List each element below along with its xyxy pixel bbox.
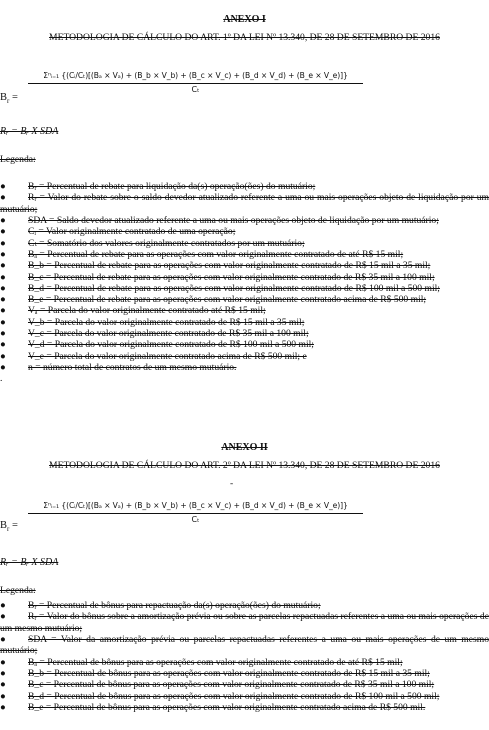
legend-item: ● V_b = Parcela do valor originalmente contratado de R$ 15 mil a 35 mil;	[0, 316, 305, 328]
annex2-formula-bonus: Rᵣ = Bᵣ X SDA	[0, 557, 59, 568]
bullet-icon: ●	[0, 701, 6, 713]
annex2-formula-denominator: Cₜ	[191, 514, 200, 524]
legend-item: ● Vₐ = Parcela do valor originalmente contratado até R$ 15 mil;	[0, 305, 266, 317]
annex2-formula-lhs: $B_r$ =	[0, 520, 18, 534]
annex1-legend-title: Legenda:	[0, 154, 36, 165]
bullet-icon: ●	[0, 611, 6, 623]
legend-item: ● B_d = Percentual de bônus para as operações com valor originalmente contratado de R$ 100 mil a 500 mil;	[0, 690, 440, 702]
annex2-formula-fraction	[28, 502, 363, 524]
legend-item: ● V_e = Parcela do valor originalmente contratado acima de R$ 500 mil; e	[0, 350, 307, 362]
bullet-icon: ●	[0, 181, 6, 192]
legend-item: ● V_d = Parcela do valor originalmente contratado de R$ 100 mil a 500 mil;	[0, 339, 314, 351]
bullet-icon: ●	[0, 226, 6, 238]
bullet-icon: ●	[0, 248, 6, 260]
legend-item: ● B_e = Percentual de rebate para as operações com valor originalmente contratado acima de R$ 500 mil;	[0, 294, 427, 306]
annex1-formula-fraction	[28, 72, 363, 94]
annex2-subtitle: METODOLOGIA DE CÁLCULO DO ART. 2º DA LEI Nº 13.340, DE 28 DE SETEMBRO DE 2016	[49, 460, 440, 471]
bullet-icon: ●	[0, 690, 6, 702]
annex1-formula-lhs: $B_r$ =	[0, 92, 18, 106]
bullet-icon: ●	[0, 362, 6, 373]
bullet-icon: ●	[0, 328, 6, 340]
legend-item: ● V_c = Parcela do valor originalmente contratado de R$ 35 mil a 100 mil;	[0, 328, 309, 340]
bullet-icon: ●	[0, 192, 6, 204]
annex1-subtitle: METODOLOGIA DE CÁLCULO DO ART. 1º DA LEI Nº 13.340, DE 28 DE SETEMBRO DE 2016	[49, 32, 440, 43]
bullet-icon: ●	[0, 316, 6, 328]
annex1-legend-list	[0, 181, 489, 385]
annex1-formula-numerator: Σⁿᵢ₌₁ {(Cᵢ/Cₜ)[(Bₐ × Vₐ) + (B_b × V_b) + (B_c × V_c) + (B_d × V_d) + (B_e × V_e)]}	[28, 72, 363, 84]
bullet-icon: ●	[0, 350, 6, 362]
bullet-icon: ●	[0, 237, 6, 249]
annex2-formula-numerator: Σⁿᵢ₌₁ {(Cᵢ/Cₜ)[(Bₐ × Vₐ) + (B_b × V_b) + (B_c × V_c) + (B_d × V_d) + (B_e × V_e)]}	[28, 502, 363, 514]
bullet-icon: ●	[0, 656, 6, 668]
legend-item: ● SDA = Saldo devedor atualizado referente a uma ou mais operações objeto de liquidação por um mutuário;	[0, 214, 439, 226]
legend-item: ● n = número total de contratos de um mesmo mutuário.	[0, 362, 237, 373]
legend-item: ● Bₐ = Percentual de bônus para as operações com valor originalmente contratado de até R$ 15 mil;	[0, 656, 403, 668]
legend-item: ● Rᵣ = Valor do rebate sobre o saldo devedor atualizado referente a uma ou mais operações objeto de liquidação por um mutuário;	[0, 192, 489, 215]
bullet-icon: ●	[0, 667, 6, 679]
legend-item: ● B_d = Percentual de rebate para as operações com valor originalmente contratado de R$ 100 mil a 500 mil;	[0, 282, 440, 294]
bullet-icon: ●	[0, 600, 6, 611]
annex2-legend-title: Legenda:	[0, 585, 36, 596]
bullet-icon: ●	[0, 214, 6, 226]
bullet-icon: ●	[0, 282, 6, 294]
legend-item: ● B_e = Percentual de bônus para as operações com valor originalmente contratado acima de R$ 500 mil.	[0, 701, 426, 713]
annex2-legend-list	[0, 600, 489, 713]
bullet-icon: ●	[0, 271, 6, 283]
legend-item: ● Bᵣ = Percentual de bônus para repactuação da(s) operação(ões) do mutuário;	[0, 600, 321, 611]
legend-item: ● SDA = Valor da amortização prévia ou parcelas repactuadas referentes a uma ou mais operações de um mesmo mutuário;	[0, 633, 489, 657]
annex1-formula-denominator: Cₜ	[191, 84, 200, 94]
annex1-title: ANEXO I	[223, 14, 266, 25]
legend-item: ● Rᵣ = Valor do bônus sobre a amortização prévia ou sobre as parcelas repactuadas referentes a uma ou mais operações de um mesmo mutuário;	[0, 611, 489, 634]
annex2-title: ANEXO II	[221, 442, 268, 453]
bullet-icon: ●	[0, 260, 6, 272]
bullet-icon: ●	[0, 305, 6, 317]
legend-item: ● B_c = Percentual de rebate para as operações com valor originalmente contratado de R$ 35 mil a 100 mil;	[0, 271, 435, 283]
legend-item: ● Bᵣ = Percentual de rebate para liquidação da(s) operação(ões) do mutuário;	[0, 181, 316, 192]
bullet-icon: ●	[0, 339, 6, 351]
annex1-formula-rebate: Rᵣ = Bᵣ X SDA	[0, 126, 59, 137]
bullet-icon: ●	[0, 633, 6, 645]
bullet-icon: ●	[0, 679, 6, 691]
legend-item: ● B_b = Percentual de rebate para as operações com valor originalmente contratado de R$ 15 mil a 35 mil;	[0, 260, 431, 272]
legend-item: ● Cₜ = Somatório dos valores originalmente contratados por um mutuário;	[0, 237, 305, 249]
legend-item: ● B_b = Percentual de bônus para as operações com valor originalmente contratado de R$ 15 mil a 35 mil;	[0, 667, 430, 679]
legend-item: ● Cᵢ = Valor originalmente contratado de uma operação;	[0, 226, 236, 238]
legend-item: ● Bₐ = Percentual de rebate para as operações com valor originalmente contratado de até R$ 15 mil;	[0, 248, 404, 260]
trailing-mark: .	[0, 373, 3, 385]
annex2-dash: -	[230, 478, 234, 489]
bullet-icon: ●	[0, 294, 6, 306]
legend-item: ● B_c = Percentual de bônus para as operações com valor originalmente contratado de R$ 35 mil a 100 mil;	[0, 679, 435, 691]
